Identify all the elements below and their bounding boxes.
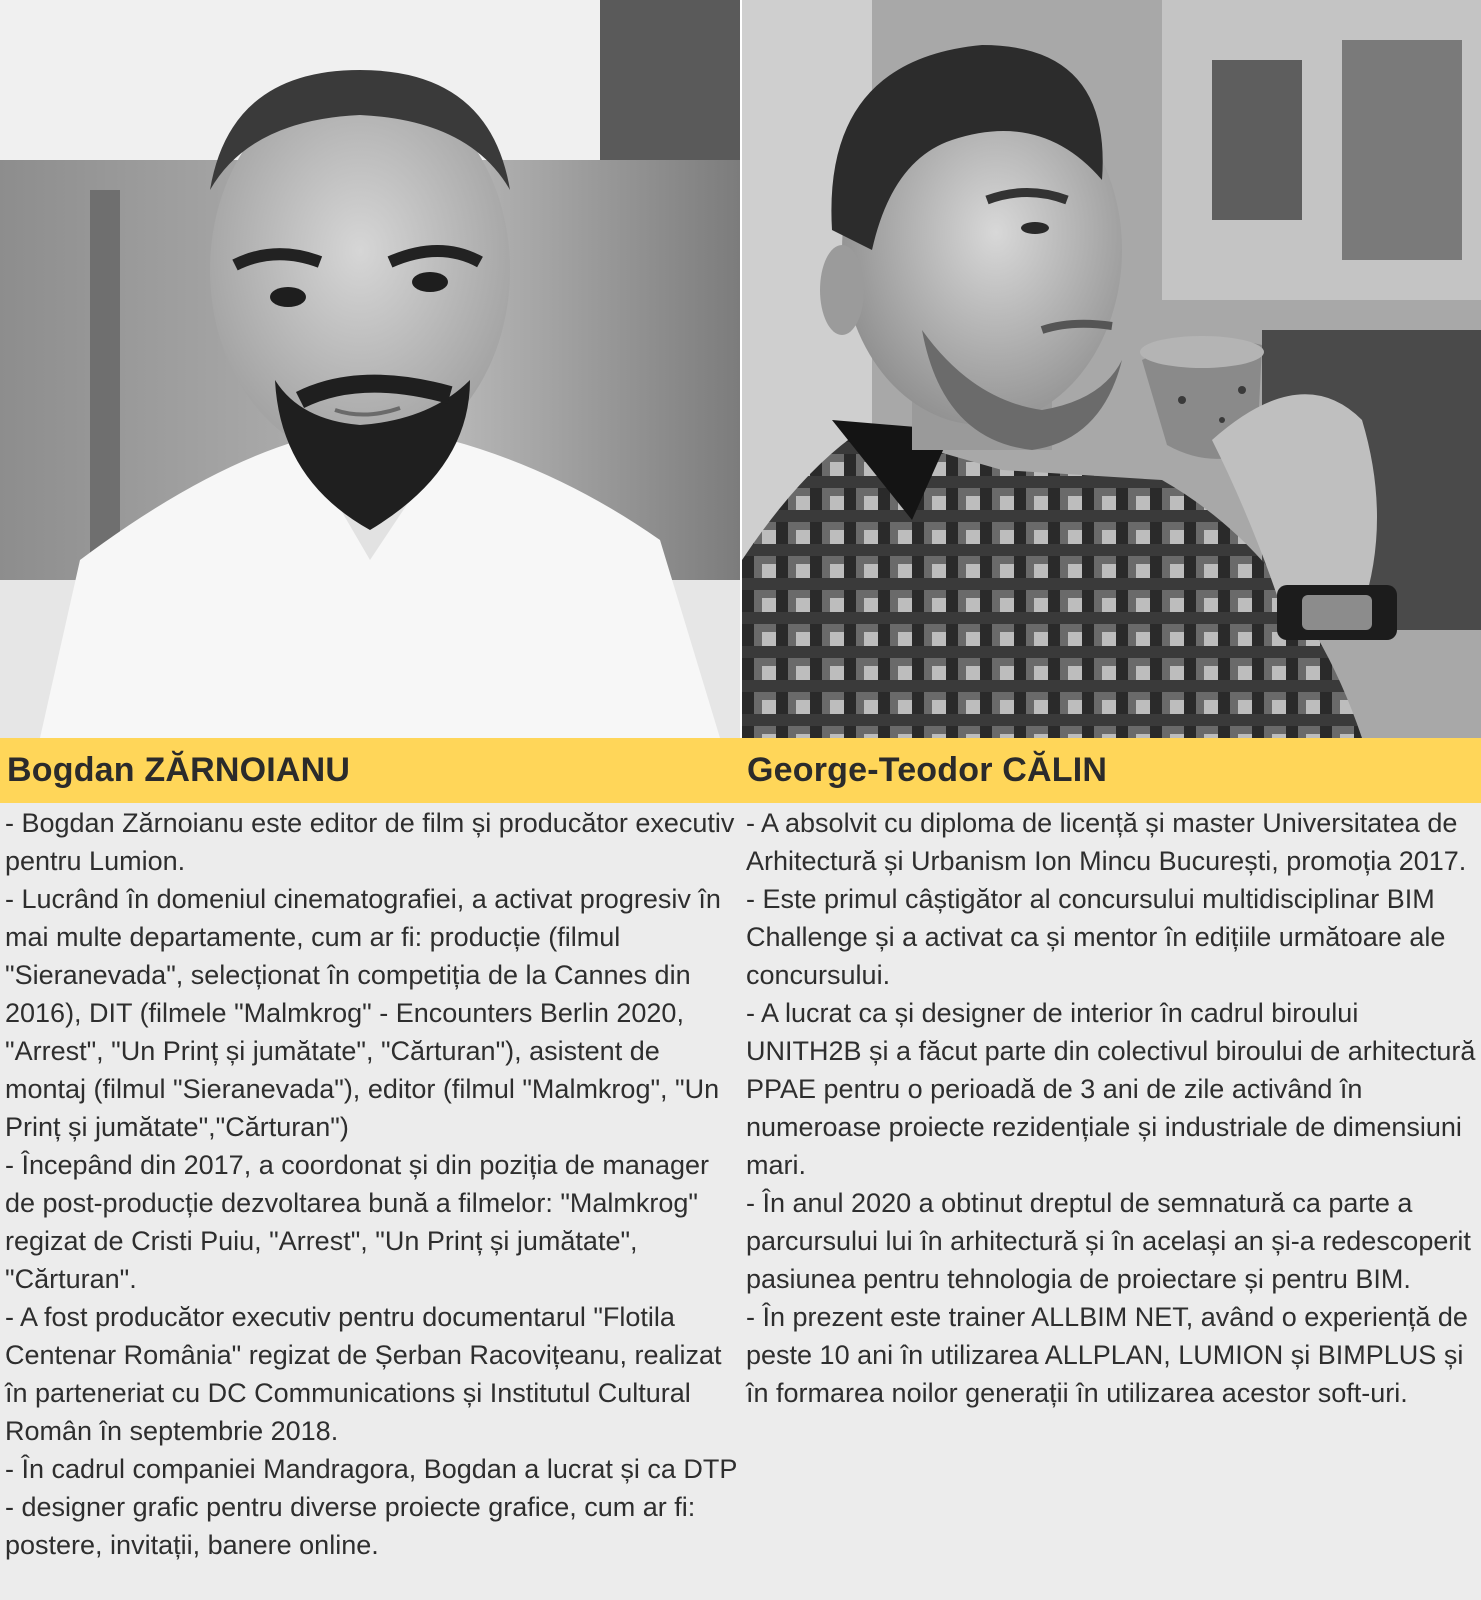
- person-name-left: Bogdan ZĂRNOIANU: [7, 751, 351, 789]
- name-bar: [0, 738, 1481, 803]
- bio-item: - A fost producător executiv pentru documentarul "Flotila Centenar România" regizat de Șerban Racovițeanu, realizat în parteneriat cu DC Communications și Institutul Cultural Român în septembrie 2018.: [5, 1302, 722, 1446]
- portrait-illustration-right: [742, 0, 1481, 738]
- bio-item: - În anul 2020 a obtinut dreptul de semnatură ca parte a parcursului lui în arhitectură și în același an și-a redescoperit pasiunea pentru tehnologia de proiectare și pentru BIM.: [746, 1188, 1471, 1294]
- portrait-illustration-left: [0, 0, 740, 738]
- portrait-photo-bogdan: [0, 0, 740, 738]
- bio-item: - Începând din 2017, a coordonat și din poziția de manager de post-producție dezvoltarea bună a filmelor: "Malmkrog" regizat de Cristi Puiu, "Arrest", "Un Prinț și jumătate", "Cărturan".: [5, 1150, 709, 1294]
- bio-list-left: [5, 804, 740, 1564]
- bio-area: [0, 803, 1481, 1600]
- bio-item: - În cadrul companiei Mandragora, Bogdan a lucrat și ca DTP - designer grafic pentru diverse proiecte grafice, cum ar fi: postere, invitații, banere online.: [5, 1454, 737, 1560]
- bio-item: - Lucrând în domeniul cinematografiei, a activat progresiv în mai multe departamente, cum ar fi: producție (filmul "Sieranevada", selecționat în competiția de la Cannes din 2016), DIT (filmele "Malmkrog" - Encounters Berlin 2020, "Arrest", "Un Prinț și jumătate", "Cărturan"), asistent de montaj (filmul "Sieranevada"), editor (filmul "Malmkrog", "Un Prinț și jumătate","Cărturan"): [5, 884, 721, 1142]
- bio-list-right: [746, 804, 1476, 1412]
- person-name-right: George-Teodor CĂLIN: [747, 751, 1108, 789]
- portrait-photo-george: [742, 0, 1481, 738]
- bio-item: - Este primul câștigător al concursului multidisciplinar BIM Challenge și a activat ca și mentor în edițiile următoare ale concursului.: [746, 884, 1446, 990]
- bio-item: - În prezent este trainer ALLBIM NET, având o experiență de peste 10 ani în utilizarea ALLPLAN, LUMION și BIMPLUS și în formarea noilor generații în utilizarea acestor soft-uri.: [746, 1302, 1468, 1408]
- bio-item: - Bogdan Zărnoianu este editor de film și producător executiv pentru Lumion.: [5, 808, 735, 876]
- bio-item: - A lucrat ca și designer de interior în cadrul biroului UNITH2B și a făcut parte din colectivul biroului de arhitectură PPAE pentru o perioadă de 3 ani de zile activând în numeroase proiecte rezidențiale și industriale de dimensiuni mari.: [746, 998, 1476, 1180]
- bio-item: - A absolvit cu diploma de licență și master Universitatea de Arhitectură și Urbanism Ion Mincu București, promoția 2017.: [746, 808, 1467, 876]
